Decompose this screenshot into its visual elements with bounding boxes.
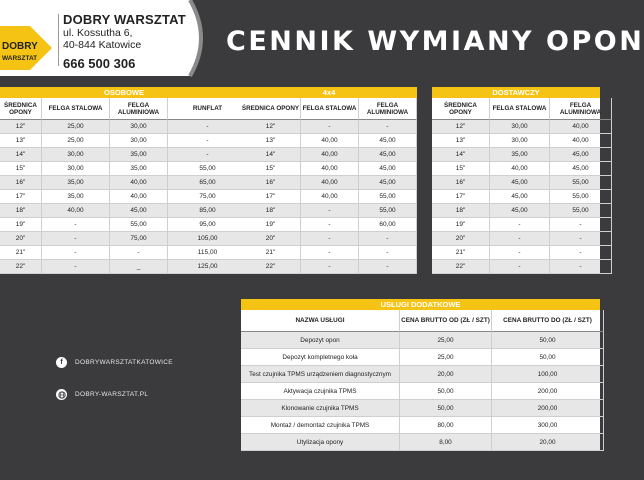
column-header: ŚREDNICA OPONY [0,98,42,120]
table-4x4 [241,87,417,274]
table-cell: 75,00 [168,190,248,204]
table-cell: 105,00 [168,232,248,246]
table-cell: - [301,232,359,246]
table-cell: 15" [0,162,42,176]
table-cell: 25,00 [42,134,110,148]
table-dostawczy [432,87,600,274]
table-cell: - [110,246,168,260]
table-cell: 20" [432,232,490,246]
table-cell: 75,00 [110,232,168,246]
table-cell: 45,00 [110,204,168,218]
table-cell: - [301,218,359,232]
website-text: DOBRY-WARSZTAT.PL [75,391,149,398]
table-cell: 25,00 [400,332,492,349]
table-cell: - [42,232,110,246]
table-row [0,246,248,260]
table-row [0,190,248,204]
table-cell: 30,00 [42,148,110,162]
table-cell: 12" [432,120,490,134]
table-cell: 25,00 [400,349,492,366]
table-cell: 14" [241,148,301,162]
table-cell: 45,00 [490,204,550,218]
table-row [0,120,248,134]
table-row [0,232,248,246]
table-row [241,332,600,349]
table-cell: 19" [0,218,42,232]
column-header: FELGA STALOWA [42,98,110,120]
facebook-text: DOBRYWARSZTATKATOWICE [75,359,173,366]
column-header: ŚREDNICA OPONY [241,98,301,120]
table-cell: 125,00 [168,260,248,274]
table-cell: 16" [241,176,301,190]
table-cell: - [490,260,550,274]
table-cell: 35,00 [42,176,110,190]
column-header: FELGA ALUMINIOWA [550,98,612,120]
facebook-icon: f [56,357,67,368]
table-cell: 55,00 [550,204,612,218]
table-cell: 200,00 [492,400,604,417]
table-cell: 50,00 [400,383,492,400]
table-row [432,204,600,218]
table-cell: - [359,120,417,134]
table-cell: 55,00 [550,190,612,204]
table-row [432,176,600,190]
table-row [241,260,417,274]
table-cell: 20,00 [492,434,604,451]
table-cell: 50,00 [492,349,604,366]
column-header: NAZWA USŁUGI [241,310,400,332]
table-cell: 17" [241,190,301,204]
table-cell: 45,00 [359,134,417,148]
table-cell: 21" [432,246,490,260]
address-line-1: ul. Kossutha 6, [63,27,133,39]
table-header-row [0,98,248,120]
table-row [432,120,600,134]
table-cell: 17" [432,190,490,204]
globe-icon [56,389,67,400]
table-cell: 13" [241,134,301,148]
table-cell: 15" [241,162,301,176]
table-cell: 30,00 [110,120,168,134]
table-cell: - [550,232,612,246]
table-title: OSOBOWE [0,87,248,98]
brand-divider [58,14,59,66]
table-row [0,148,248,162]
table-cell: 35,00 [42,190,110,204]
table-cell: 40,00 [42,204,110,218]
table-cell: 40,00 [301,190,359,204]
table-cell: - [490,246,550,260]
table-cell: - [490,232,550,246]
table-cell: 55,00 [110,218,168,232]
table-cell: - [550,246,612,260]
table-cell: Test czujnika TPMS urządzeniem diagnostycznym [241,366,400,383]
table-row [432,148,600,162]
table-cell: 19" [432,218,490,232]
table-cell: 55,00 [168,162,248,176]
table-cell: 45,00 [359,176,417,190]
table-osobowe [0,87,248,274]
table-cell: 40,00 [550,120,612,134]
column-header: CENA BRUTTO OD (ZŁ / SZT) [400,310,492,332]
table-cell: 19" [241,218,301,232]
address-line-2: 40-844 Katowice [63,39,142,51]
table-cell: 45,00 [359,162,417,176]
table-cell: 21" [0,246,42,260]
table-cell: 200,00 [492,383,604,400]
table-row [0,260,248,274]
table-cell: - [550,260,612,274]
table-cell: - [42,260,110,274]
table-cell: 21" [241,246,301,260]
brand-block [63,12,186,71]
table-title: 4x4 [241,87,417,98]
table-cell: - [301,120,359,134]
table-row [241,400,600,417]
table-cell: 55,00 [359,204,417,218]
table-title: DOSTAWCZY [432,87,600,98]
logo-text: DOBRY [2,41,38,52]
table-cell: 45,00 [359,148,417,162]
table-cell: - [301,246,359,260]
page-title: CENNIK WYMIANY OPON [226,26,644,57]
table-row [432,134,600,148]
table-cell: 40,00 [301,176,359,190]
table-cell: 45,00 [490,190,550,204]
table-cell: - [42,218,110,232]
website-link[interactable] [56,389,148,400]
table-cell: 115,00 [168,246,248,260]
table-cell: 13" [0,134,42,148]
table-cell: Utylizacja opony [241,434,400,451]
table-cell: 40,00 [301,134,359,148]
table-row [241,417,600,434]
table-cell: Depozyt opon [241,332,400,349]
table-cell: 20" [0,232,42,246]
table-cell: 100,00 [492,366,604,383]
table-cell: 25,00 [42,120,110,134]
table-cell: 40,00 [301,162,359,176]
table-cell: 22" [432,260,490,274]
table-uslugi-dodatkowe [241,299,600,451]
column-header: FELGA STALOWA [490,98,550,120]
table-cell: - [168,148,248,162]
table-row [241,366,600,383]
table-cell: 30,00 [490,134,550,148]
table-cell: 13" [432,134,490,148]
table-cell: 50,00 [400,400,492,417]
column-header: ŚREDNICA OPONY [432,98,490,120]
column-header: RUNFLAT [168,98,248,120]
table-cell: - [42,246,110,260]
table-cell: _ [110,260,168,274]
column-header: FELGA ALUMINIOWA [359,98,417,120]
table-cell: 14" [432,148,490,162]
logo-subtext: WARSZTAT [2,55,38,62]
table-row [0,134,248,148]
facebook-link[interactable] [56,357,173,368]
table-cell: 20,00 [400,366,492,383]
table-title: USŁUGI DODATKOWE [241,299,600,310]
table-cell: 30,00 [42,162,110,176]
table-row [432,162,600,176]
table-row [432,190,600,204]
table-row [241,434,600,451]
table-cell: 20" [241,232,301,246]
table-cell: 40,00 [110,190,168,204]
table-row [241,162,417,176]
table-cell: 85,00 [168,204,248,218]
table-row [0,204,248,218]
table-row [241,218,417,232]
table-cell: 18" [0,204,42,218]
table-cell: - [168,120,248,134]
column-header: CENA BRUTTO DO (ZŁ / SZT) [492,310,604,332]
table-row [241,148,417,162]
table-cell: 50,00 [492,332,604,349]
table-cell: 45,00 [550,162,612,176]
table-cell: Klonowanie czujnika TPMS [241,400,400,417]
table-cell: 14" [0,148,42,162]
table-cell: 18" [241,204,301,218]
brand-name: DOBRY WARSZTAT [63,12,186,27]
table-row [432,260,600,274]
table-cell: - [490,218,550,232]
table-row [241,176,417,190]
table-cell: - [359,232,417,246]
table-cell: 80,00 [400,417,492,434]
table-row [241,383,600,400]
table-cell: 30,00 [110,134,168,148]
table-row [432,246,600,260]
table-header-row [241,98,417,120]
table-cell: 55,00 [550,176,612,190]
table-cell: 30,00 [490,120,550,134]
table-cell: 16" [432,176,490,190]
table-cell: 22" [241,260,301,274]
table-cell: Aktywacja czujnika TPMS [241,383,400,400]
table-cell: - [301,204,359,218]
table-cell: 12" [0,120,42,134]
table-cell: 8,00 [400,434,492,451]
table-cell: 45,00 [550,148,612,162]
table-cell: - [168,134,248,148]
table-row [0,218,248,232]
table-cell: 40,00 [490,162,550,176]
table-row [241,204,417,218]
column-header: FELGA ALUMINIOWA [110,98,168,120]
table-cell: 40,00 [550,134,612,148]
table-row [241,246,417,260]
table-cell: 60,00 [359,218,417,232]
table-cell: 40,00 [110,176,168,190]
table-cell: 65,00 [168,176,248,190]
table-row [241,349,600,366]
table-cell: - [359,260,417,274]
table-row [432,232,600,246]
table-cell: 300,00 [492,417,604,434]
table-cell: 35,00 [490,148,550,162]
table-cell: - [550,218,612,232]
table-cell: 22" [0,260,42,274]
table-cell: 95,00 [168,218,248,232]
table-row [241,134,417,148]
table-cell: 45,00 [490,176,550,190]
table-cell: 35,00 [110,162,168,176]
table-row [241,120,417,134]
table-cell: 18" [432,204,490,218]
table-cell: 55,00 [359,190,417,204]
table-cell: 12" [241,120,301,134]
table-row [432,218,600,232]
table-cell: Depozyt kompletnego koła [241,349,400,366]
table-row [0,162,248,176]
table-row [241,232,417,246]
table-header-row [241,310,600,332]
table-cell: - [359,246,417,260]
table-cell: 17" [0,190,42,204]
table-row [0,176,248,190]
table-cell: 15" [432,162,490,176]
logo [0,18,52,70]
phone-number: 666 500 306 [63,56,136,71]
column-header: FELGA STALOWA [301,98,359,120]
table-cell: 40,00 [301,148,359,162]
table-cell: - [301,260,359,274]
table-row [241,190,417,204]
table-cell: Montaż / demontaż czujnika TPMS [241,417,400,434]
table-cell: 35,00 [110,148,168,162]
table-cell: 16" [0,176,42,190]
table-header-row [432,98,600,120]
